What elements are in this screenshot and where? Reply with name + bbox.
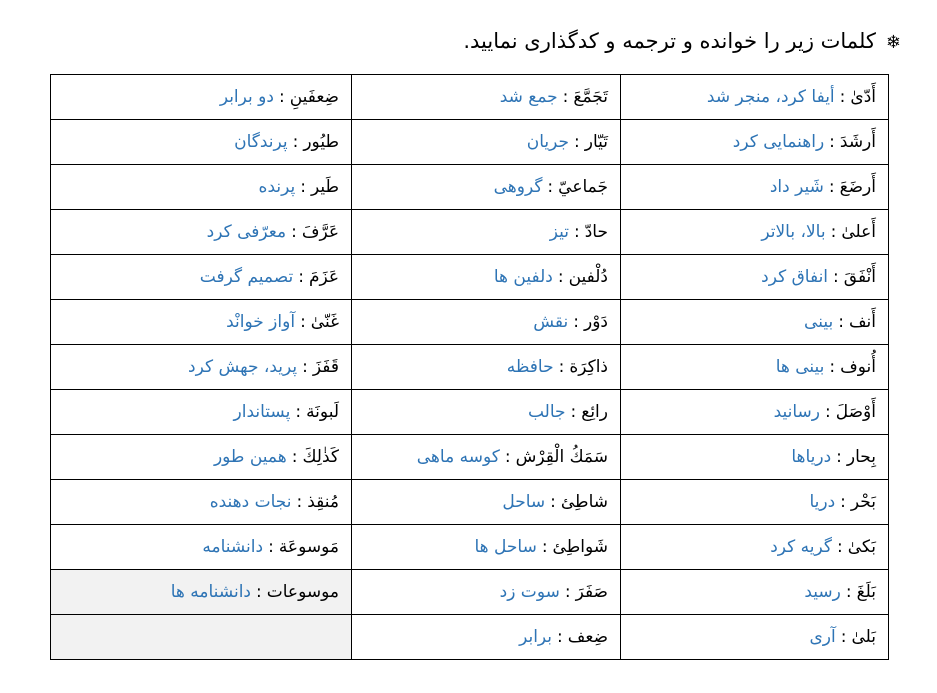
colon-separator: : bbox=[557, 627, 563, 647]
colon-separator: : bbox=[838, 312, 844, 332]
colon-separator: : bbox=[829, 357, 836, 377]
persian-meaning: همین طور bbox=[213, 447, 287, 467]
colon-separator: : bbox=[570, 402, 577, 422]
persian-meaning: پرندگان bbox=[234, 132, 288, 152]
arabic-word: مُنقِذ bbox=[307, 492, 339, 512]
colon-separator: : bbox=[829, 132, 835, 152]
arabic-word: طَیر bbox=[310, 177, 339, 197]
colon-separator: : bbox=[574, 132, 580, 152]
colon-separator: : bbox=[562, 87, 569, 107]
persian-meaning: بینی ها bbox=[775, 357, 825, 377]
arabic-word: بِحار bbox=[846, 447, 876, 467]
persian-meaning: پرید، جهش کرد bbox=[188, 357, 298, 377]
vocabulary-table-body bbox=[51, 75, 889, 660]
vocab-cell bbox=[621, 525, 889, 570]
colon-separator: : bbox=[300, 177, 306, 197]
colon-separator: : bbox=[833, 267, 839, 287]
colon-separator: : bbox=[839, 87, 846, 107]
vocab-cell bbox=[51, 345, 352, 390]
vocabulary-table bbox=[50, 74, 889, 660]
colon-separator: : bbox=[845, 582, 852, 602]
persian-meaning: جالب bbox=[527, 402, 566, 422]
table-row bbox=[51, 390, 889, 435]
arabic-word: ذاکِرَة bbox=[569, 357, 608, 377]
persian-meaning: آری bbox=[809, 627, 836, 647]
colon-separator: : bbox=[573, 312, 579, 332]
persian-meaning: تصمیم گرفت bbox=[199, 267, 294, 287]
vocab-cell bbox=[352, 345, 621, 390]
persian-meaning: دلفین ها bbox=[493, 267, 553, 287]
colon-separator: : bbox=[292, 132, 299, 152]
vocab-cell bbox=[352, 435, 621, 480]
persian-meaning: گریه کرد bbox=[770, 537, 832, 557]
vocab-cell bbox=[51, 390, 352, 435]
colon-separator: : bbox=[574, 222, 580, 242]
persian-meaning: بالا، بالاتر bbox=[761, 222, 826, 242]
arabic-word: بَلَغَ bbox=[856, 582, 876, 602]
vocab-cell bbox=[621, 165, 889, 210]
vocab-cell bbox=[51, 300, 352, 345]
vocab-cell bbox=[621, 210, 889, 255]
persian-meaning: انفاق کرد bbox=[761, 267, 829, 287]
vocab-cell bbox=[51, 525, 352, 570]
colon-separator: : bbox=[840, 627, 847, 647]
persian-meaning: رسانید bbox=[773, 402, 821, 422]
arabic-word: بَکیٰ bbox=[847, 537, 876, 557]
persian-meaning: سوت زد bbox=[499, 582, 560, 602]
persian-meaning: دو برابر bbox=[219, 87, 274, 107]
vocab-cell bbox=[51, 615, 352, 660]
arabic-word: أَعلیٰ bbox=[841, 222, 876, 242]
colon-separator: : bbox=[840, 492, 846, 512]
vocab-cell bbox=[352, 210, 621, 255]
arabic-word: مَوسوعَة bbox=[278, 537, 339, 557]
arabic-word: أَرشَدَ bbox=[839, 132, 876, 152]
table-row bbox=[51, 210, 889, 255]
colon-separator: : bbox=[278, 87, 285, 107]
colon-separator: : bbox=[836, 537, 843, 557]
persian-meaning: دریاها bbox=[791, 447, 832, 467]
colon-separator: : bbox=[296, 492, 303, 512]
arabic-word: قَفَزَ bbox=[312, 357, 339, 377]
arabic-word: أُنوف bbox=[840, 357, 876, 377]
persian-meaning: ساحل ها bbox=[474, 537, 537, 557]
arabic-word: عَرَّفَ bbox=[301, 222, 339, 242]
persian-meaning: بینی bbox=[804, 312, 834, 332]
persian-meaning: راهنمایی کرد bbox=[732, 132, 825, 152]
vocab-cell bbox=[621, 615, 889, 660]
persian-meaning: دریا bbox=[809, 492, 836, 512]
arabic-word: موسوعات bbox=[266, 582, 339, 602]
vocab-cell bbox=[352, 615, 621, 660]
vocab-cell bbox=[352, 300, 621, 345]
colon-separator: : bbox=[557, 267, 564, 287]
vocab-cell bbox=[621, 390, 889, 435]
persian-meaning: أیفا کرد، منجر شد bbox=[706, 87, 835, 107]
table-row bbox=[51, 525, 889, 570]
vocab-cell bbox=[621, 480, 889, 525]
arabic-word: طیُور bbox=[303, 132, 339, 152]
vocab-cell bbox=[621, 345, 889, 390]
colon-separator: : bbox=[302, 357, 308, 377]
vocab-cell bbox=[352, 75, 621, 120]
table-row bbox=[51, 570, 889, 615]
colon-separator: : bbox=[830, 222, 837, 242]
persian-meaning: دانشنامه bbox=[202, 537, 264, 557]
arabic-word: ضِعفَینِ bbox=[289, 87, 339, 107]
arabic-word: سَمَكُ الْقِرْش bbox=[515, 447, 608, 467]
arabic-word: ضِعف bbox=[567, 627, 608, 647]
vocab-cell bbox=[51, 210, 352, 255]
arabic-word: شاطِئ bbox=[560, 492, 608, 512]
arabic-word: بَحْر bbox=[850, 492, 876, 512]
persian-meaning: گروهی bbox=[493, 177, 543, 197]
colon-separator: : bbox=[256, 582, 262, 602]
persian-meaning: نقش bbox=[533, 312, 569, 332]
snowflake-bullet-icon: ❄ bbox=[885, 32, 901, 53]
arabic-word: أَنف bbox=[848, 312, 876, 332]
persian-meaning: جمع شد bbox=[499, 87, 558, 107]
colon-separator: : bbox=[291, 222, 297, 242]
arabic-word: جَماعيّ bbox=[558, 177, 608, 197]
colon-separator: : bbox=[828, 177, 835, 197]
vocab-cell bbox=[51, 120, 352, 165]
colon-separator: : bbox=[558, 357, 565, 377]
arabic-word: لَبونَة bbox=[306, 402, 339, 422]
persian-meaning: کوسه ماهی bbox=[416, 447, 500, 467]
arabic-word: عَزَمَ bbox=[308, 267, 339, 287]
colon-separator: : bbox=[295, 402, 302, 422]
arabic-word: أَدّیٰ bbox=[850, 87, 876, 107]
persian-meaning: شَیر داد bbox=[769, 177, 824, 197]
arabic-word: رائِع bbox=[581, 402, 608, 422]
colon-separator: : bbox=[541, 537, 548, 557]
persian-meaning: نجات دهنده bbox=[209, 492, 292, 512]
table-row bbox=[51, 75, 889, 120]
persian-meaning: برابر bbox=[519, 627, 553, 647]
table-row bbox=[51, 480, 889, 525]
persian-meaning: تیز bbox=[549, 222, 569, 242]
arabic-word: بَلیٰ bbox=[851, 627, 876, 647]
table-row bbox=[51, 300, 889, 345]
vocab-cell bbox=[621, 570, 889, 615]
vocab-cell bbox=[51, 435, 352, 480]
arabic-word: کَذٰلِكَ bbox=[302, 447, 339, 467]
instruction-header bbox=[40, 24, 901, 60]
colon-separator: : bbox=[300, 312, 306, 332]
arabic-word: أَرضَعَ bbox=[839, 177, 876, 197]
vocab-cell bbox=[621, 75, 889, 120]
colon-separator: : bbox=[268, 537, 274, 557]
colon-separator: : bbox=[825, 402, 831, 422]
table-row bbox=[51, 345, 889, 390]
vocab-cell bbox=[352, 570, 621, 615]
persian-meaning: آواز خوانْد bbox=[226, 312, 296, 332]
vocab-cell bbox=[352, 120, 621, 165]
persian-meaning: پستاندار bbox=[233, 402, 291, 422]
persian-meaning: حافظه bbox=[506, 357, 554, 377]
vocab-cell bbox=[352, 525, 621, 570]
instruction-text: کلمات زیر را خوانده و ترجمه و کدگذاری نمایید. bbox=[463, 29, 876, 53]
vocab-cell bbox=[352, 165, 621, 210]
persian-meaning: دانشنامه ها bbox=[170, 582, 252, 602]
colon-separator: : bbox=[564, 582, 571, 602]
vocab-cell bbox=[352, 480, 621, 525]
vocab-cell bbox=[51, 255, 352, 300]
vocab-cell bbox=[51, 75, 352, 120]
vocab-cell bbox=[51, 165, 352, 210]
table-row bbox=[51, 435, 889, 480]
arabic-word: صَفَرَ bbox=[575, 582, 608, 602]
persian-meaning: معرّفی کرد bbox=[206, 222, 287, 242]
persian-meaning: پرنده bbox=[258, 177, 296, 197]
table-row bbox=[51, 120, 889, 165]
persian-meaning: رسید bbox=[804, 582, 841, 602]
arabic-word: غَنّیٰ bbox=[310, 312, 339, 332]
arabic-word: شَواطِئ bbox=[552, 537, 608, 557]
colon-separator: : bbox=[550, 492, 556, 512]
vocab-cell bbox=[621, 120, 889, 165]
colon-separator: : bbox=[298, 267, 304, 287]
colon-separator: : bbox=[504, 447, 511, 467]
arabic-word: تَجَمَّعَ bbox=[573, 87, 608, 107]
arabic-word: حادّ bbox=[584, 222, 608, 242]
vocab-cell bbox=[51, 570, 352, 615]
colon-separator: : bbox=[836, 447, 842, 467]
vocab-cell bbox=[352, 390, 621, 435]
table-row bbox=[51, 165, 889, 210]
table-row bbox=[51, 615, 889, 660]
vocab-cell bbox=[352, 255, 621, 300]
vocab-cell bbox=[51, 480, 352, 525]
vocab-cell bbox=[621, 300, 889, 345]
colon-separator: : bbox=[547, 177, 554, 197]
table-row bbox=[51, 255, 889, 300]
colon-separator: : bbox=[291, 447, 298, 467]
arabic-word: دَوْر bbox=[584, 312, 608, 332]
arabic-word: أَوْصَلَ bbox=[835, 402, 876, 422]
vocab-cell bbox=[621, 435, 889, 480]
arabic-word: تَیّار bbox=[584, 132, 608, 152]
persian-meaning: ساحل bbox=[502, 492, 546, 512]
arabic-word: أَنْفَقَ bbox=[843, 267, 876, 287]
arabic-word: دُلْفین bbox=[568, 267, 608, 287]
vocab-cell bbox=[621, 255, 889, 300]
persian-meaning: جریان bbox=[526, 132, 569, 152]
